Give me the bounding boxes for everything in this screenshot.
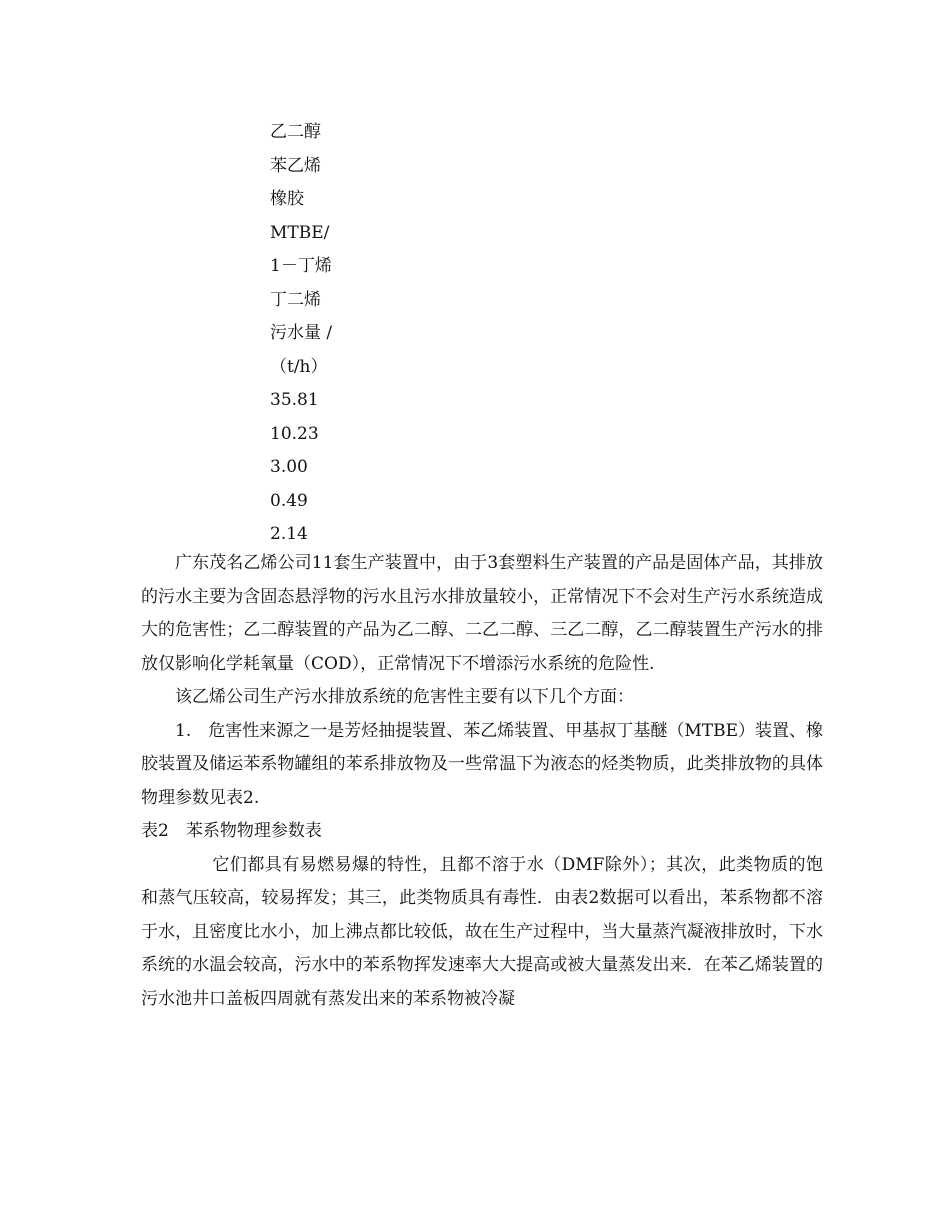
table-cell: MTBE/: [270, 222, 330, 243]
paragraph-benzene-properties: 它们都具有易燃易爆的特性，且都不溶于水（DMF除外）；其次，此类物质的饱和蒸气压较高，较易挥发；其三，此类物质具有毒性．由表2数据可以看出，苯系物都不溶于水，且密度比水小，加上沸点都比较低，故在生产过程中，当大量蒸汽凝液排放时，下水系统的水温会较高，污水中的苯系物挥发速率大大提高或被大量蒸发出来．在苯乙烯装置的污水池井口盖板四周就有蒸发出来的苯系物被冷凝: [141, 854, 823, 1009]
table-cell: 35.81: [270, 390, 319, 410]
paragraph-hazard-item-1: 1. 危害性来源之一是芳烃抽提装置、苯乙烯装置、甲基叔丁基醚（MTBE）装置、橡胶装置及储运苯系物罐组的苯系排放物及一些常温下为液态的烃类物质，此类排放物的具体物理参数见表2.: [141, 720, 823, 808]
paragraph-hazard-intro: 该乙烯公司生产污水排放系统的危害性主要有以下几个方面：: [175, 687, 634, 707]
table-cell: 乙二醇: [270, 122, 321, 142]
table-cell: 3.00: [270, 457, 308, 477]
body-text: [141, 547, 823, 1016]
table-cell: 0.49: [270, 490, 308, 511]
table-cell: 橡胶: [270, 189, 304, 209]
table-cell: 2.14: [270, 524, 308, 544]
table-cell: 苯乙烯: [270, 155, 321, 176]
table-cell: 丁二烯: [270, 289, 321, 310]
table-cell-column: [270, 116, 332, 552]
table-caption: 表2 苯系物物理参数表: [141, 821, 322, 841]
table-cell: 污水量 /: [270, 323, 333, 343]
table-cell: （t/h）: [270, 356, 328, 377]
table-cell: 1－丁烯: [270, 256, 332, 276]
paragraph-plant-overview: 广东茂名乙烯公司11套生产装置中，由于3套塑料生产装置的产品是固体产品，其排放的污水主要为含固态悬浮物的污水且污水排放量较小，正常情况下不会对生产污水系统造成大的危害性；乙二醇装置的产品为乙二醇、二乙二醇、三乙二醇，乙二醇装置生产污水的排放仅影响化学耗氧量（COD），正常情况下不增添污水系统的危险性.: [141, 553, 823, 674]
table-cell: 10.23: [270, 423, 319, 444]
